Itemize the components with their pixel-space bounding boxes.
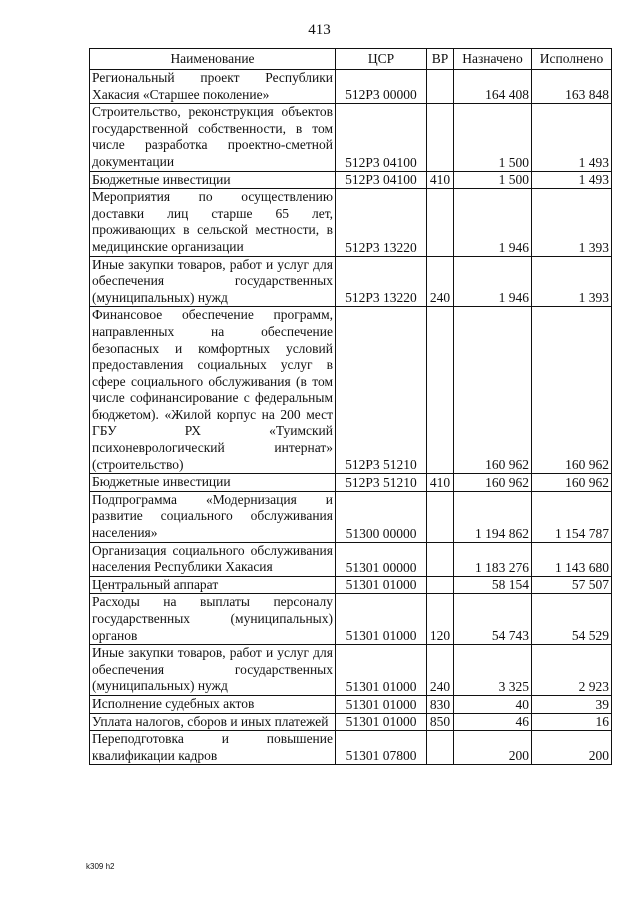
row-name: Уплата налогов, сборов и иных платежей [90,713,336,731]
row-csr: 51301 00000 [336,542,427,576]
row-vr: 240 [427,645,454,696]
table-row [90,542,612,576]
header-planned: Назначено [454,49,532,70]
table-row [90,70,612,104]
row-vr: 410 [427,474,454,492]
row-name: Финансовое обеспечение программ, направленных на обеспечение безопасных и комфортных условий предоставления социальных услуг в сфере социального обслуживания (в том числе софинансирование с федеральным бюджетом). «Жилой корпус на 200 мест ГБУ РХ «Туимский психоневрологический интернат» (строительство) [90,307,336,474]
row-name: Бюджетные инвестиции [90,474,336,492]
row-executed: 1 493 [532,171,612,189]
row-csr: 512P3 13220 [336,189,427,256]
row-vr: 850 [427,713,454,731]
header-row [90,49,612,70]
row-vr [427,104,454,171]
row-name: Иные закупки товаров, работ и услуг для обеспечения государственных (муниципальных) нужд [90,645,336,696]
row-executed: 163 848 [532,70,612,104]
row-planned: 160 962 [454,474,532,492]
row-vr: 410 [427,171,454,189]
header-executed: Исполнено [532,49,612,70]
row-executed: 200 [532,731,612,765]
table-row [90,491,612,542]
row-csr: 51301 01000 [336,695,427,713]
row-planned: 1 500 [454,104,532,171]
row-planned: 1 194 862 [454,491,532,542]
row-csr: 512P3 13220 [336,256,427,307]
row-executed: 1 393 [532,189,612,256]
row-planned: 3 325 [454,645,532,696]
row-executed: 16 [532,713,612,731]
row-csr: 51301 01000 [336,713,427,731]
row-name: Центральный аппарат [90,576,336,594]
row-vr [427,491,454,542]
row-planned: 58 154 [454,576,532,594]
row-planned: 40 [454,695,532,713]
row-executed: 1 393 [532,256,612,307]
row-csr: 512P3 04100 [336,171,427,189]
row-name: Организация социального обслуживания населения Республики Хакасия [90,542,336,576]
row-csr: 51300 00000 [336,491,427,542]
header-name: Наименование [90,49,336,70]
row-csr: 51301 01000 [336,645,427,696]
row-vr: 830 [427,695,454,713]
row-name: Подпрограмма «Модернизация и развитие социального обслуживания населения» [90,491,336,542]
row-executed: 39 [532,695,612,713]
table-body [90,70,612,765]
table-row [90,307,612,474]
table-row [90,171,612,189]
row-planned: 160 962 [454,307,532,474]
row-executed: 160 962 [532,307,612,474]
row-vr [427,576,454,594]
table-row [90,189,612,256]
row-executed: 2 923 [532,645,612,696]
table-row [90,576,612,594]
row-executed: 57 507 [532,576,612,594]
row-executed: 54 529 [532,594,612,645]
table-row [90,104,612,171]
table-row [90,256,612,307]
row-csr: 512P3 51210 [336,307,427,474]
row-vr [427,731,454,765]
table-row [90,695,612,713]
row-executed: 1 154 787 [532,491,612,542]
row-planned: 164 408 [454,70,532,104]
row-name: Исполнение судебных актов [90,695,336,713]
row-planned: 1 946 [454,256,532,307]
row-name: Мероприятия по осуществлению доставки лиц старше 65 лет, проживающих в сельской местности, в медицинские организации [90,189,336,256]
row-executed: 1 493 [532,104,612,171]
row-executed: 160 962 [532,474,612,492]
table-row [90,731,612,765]
page-number: 413 [308,22,331,38]
row-planned: 1 500 [454,171,532,189]
table-row [90,713,612,731]
row-csr: 51301 07800 [336,731,427,765]
row-vr [427,307,454,474]
row-planned: 1 183 276 [454,542,532,576]
row-csr: 512P3 51210 [336,474,427,492]
row-planned: 46 [454,713,532,731]
row-name: Строительство, реконструкция объектов государственной собственности, в том числе разработка проектно-сметной документации [90,104,336,171]
table-row [90,474,612,492]
budget-table [89,48,612,765]
table-row [90,645,612,696]
row-vr: 240 [427,256,454,307]
header-vr: ВР [427,49,454,70]
row-vr [427,70,454,104]
row-planned: 200 [454,731,532,765]
header-csr: ЦСР [336,49,427,70]
row-planned: 1 946 [454,189,532,256]
row-name: Расходы на выплаты персоналу государственных (муниципальных) органов [90,594,336,645]
row-csr: 51301 01000 [336,576,427,594]
row-csr: 51301 01000 [336,594,427,645]
row-csr: 512P3 04100 [336,104,427,171]
row-vr [427,542,454,576]
row-name: Переподготовка и повышение квалификации кадров [90,731,336,765]
row-name: Бюджетные инвестиции [90,171,336,189]
row-vr [427,189,454,256]
table-row [90,594,612,645]
footer-code: k309 h2 [86,862,115,871]
row-vr: 120 [427,594,454,645]
row-planned: 54 743 [454,594,532,645]
row-executed: 1 143 680 [532,542,612,576]
row-csr: 512P3 00000 [336,70,427,104]
row-name: Региональный проект Республики Хакасия «Старшее поколение» [90,70,336,104]
row-name: Иные закупки товаров, работ и услуг для обеспечения государственных (муниципальных) нужд [90,256,336,307]
